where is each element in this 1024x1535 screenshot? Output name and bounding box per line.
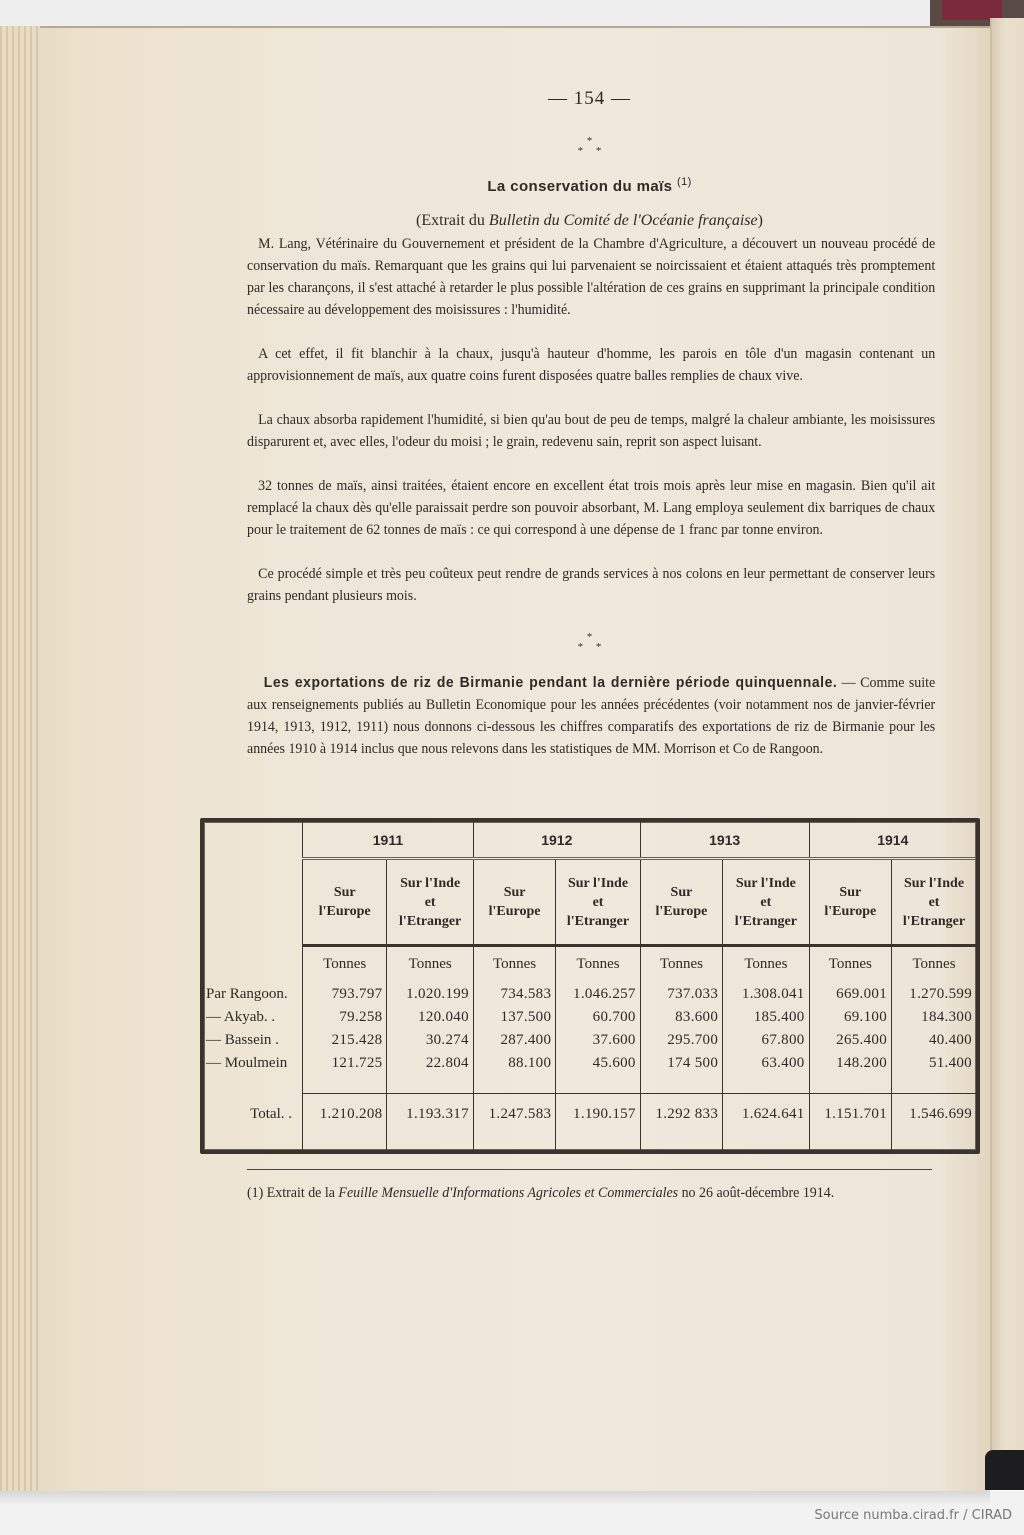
unit-header-row xyxy=(204,945,976,982)
footnote-ref: (1) xyxy=(677,176,692,188)
col-header-europe: Sur l'Europe xyxy=(473,859,555,945)
table-bottom-padding xyxy=(204,1135,976,1150)
unit-label: Tonnes xyxy=(303,945,387,982)
unit-label: Tonnes xyxy=(892,945,976,982)
paragraph: 32 tonnes de maïs, ainsi traitées, étaient encore en excellent état trois mois après leur mise en magasin. Bien qu'il ait remplacé la chaux dès qu'elle paraissait perdre son pouvoir absorbant, M. Lang employa seulement dix barriques de chaux pour le traitement de 62 tonnes de maïs : ce qui correspond à une dépense de 1 franc par tonne environ. xyxy=(247,478,936,538)
row-label: — Bassein . xyxy=(206,1031,279,1048)
page-stack-edge xyxy=(0,26,40,1491)
col-header-europe: Sur l'Europe xyxy=(809,859,891,945)
article-source: (Extrait du Bulletin du Comité de l'Océanie française) xyxy=(416,212,763,229)
footnote-divider xyxy=(247,1169,932,1170)
row-label: — Moulmein xyxy=(206,1054,288,1071)
year-header: 1914 xyxy=(809,822,976,859)
year-header: 1913 xyxy=(640,822,809,859)
row-label: Par Rangoon. xyxy=(206,985,288,1002)
col-header-inde: Sur l'Inde et l'Etranger xyxy=(556,859,640,945)
unit-label: Tonnes xyxy=(387,945,473,982)
scan-background-top xyxy=(0,0,1024,26)
col-header-europe: Sur l'Europe xyxy=(640,859,722,945)
unit-label: Tonnes xyxy=(723,945,809,982)
article-title-mais: La conservation du maïs $^{(1)}$ xyxy=(487,176,692,195)
table-row: — Moulmein 121.725 22.804 88.100 45.600 174 500 63.400 148.200 51.400 xyxy=(204,1051,976,1074)
col-header-inde: Sur l'Inde et l'Etranger xyxy=(387,859,473,945)
rice-exports-table xyxy=(200,818,980,1154)
unit-label: Tonnes xyxy=(473,945,555,982)
unit-label: Tonnes xyxy=(809,945,891,982)
facing-page-edge xyxy=(990,18,1024,1490)
table-row: — Bassein . 215.428 30.274 287.400 37.600 295.700 67.800 265.400 40.400 xyxy=(204,1028,976,1051)
asterism-divider: * * * xyxy=(577,135,602,157)
year-header: 1912 xyxy=(473,822,640,859)
row-label: — Akyab. . xyxy=(206,1008,276,1025)
total-label: Total. . xyxy=(250,1105,292,1122)
year-header: 1911 xyxy=(303,822,474,859)
table-row: — Akyab. . 79.258 120.040 137.500 60.700 83.600 185.400 69.100 184.300 xyxy=(204,1005,976,1028)
paragraph: La chaux absorba rapidement l'humidité, si bien qu'au bout de peu de temps, malgré la chaleur ambiante, les moisissures disparurent et, avec elles, l'odeur du moisi ; le grain, redevenu sain, reprit son aspect luisant. xyxy=(247,412,936,450)
page-number: — 154 — xyxy=(548,88,631,109)
col-header-inde: Sur l'Inde et l'Etranger xyxy=(723,859,809,945)
article-exportations-riz: Les exportations de riz de Birmanie pendant la dernière période quinquennale. — Comme suite aux renseignements publiés au Bulletin Economique pour les années précédentes (voir notamment nos de janvier-février 1914, 1913, 1912, 1911) nous donnons ci-dessous les chiffres comparatifs des exportations de riz de Birmanie pour les années 1910 à 1914 inclus que nous relevons dans les statistiques de MM. Morrison et Co de Rangoon. xyxy=(247,674,936,757)
asterism-divider: * * * xyxy=(577,631,602,653)
col-header-europe: Sur l'Europe xyxy=(303,859,387,945)
footnote: (1) Extrait de la Feuille Mensuelle d'Informations Agricoles et Commerciales no 26 août-décembre 1914. xyxy=(247,1185,835,1201)
paragraph: M. Lang, Vétérinaire du Gouvernement et président de la Chambre d'Agriculture, a découvert un nouveau procédé de conservation du maïs. Remarquant que les grains qui lui parvenaient se noircissaient et étaient attaqués très promptement par les charançons, il s'est attaché à retarder le plus possible l'altération de ces grains en supprimant la principale condition nécessaire au développement des moisissures : l'humidité. xyxy=(247,236,936,318)
unit-label: Tonnes xyxy=(640,945,722,982)
destination-header-row xyxy=(204,859,976,945)
col-header-inde: Sur l'Inde et l'Etranger xyxy=(892,859,976,945)
book-cover-corner xyxy=(985,1450,1024,1490)
sum-separator-row xyxy=(204,1074,976,1093)
footnote-marker: (1) xyxy=(247,1185,264,1201)
source-watermark: Source numba.cirad.fr / CIRAD xyxy=(814,1508,1012,1523)
table-row: Par Rangoon. 793.797 1.020.199 734.583 1.046.257 737.033 1.308.041 669.001 1.270.599 xyxy=(204,982,976,1005)
unit-label: Tonnes xyxy=(556,945,640,982)
year-header-row xyxy=(204,822,976,859)
paragraph: A cet effet, il fit blanchir à la chaux, jusqu'à hauteur d'homme, les parois en tôle d'un magasin contenant un approvisionnement de maïs, aux quatre coins furent disposées quatre balles remplies de chaux vive. xyxy=(247,346,936,384)
data-table xyxy=(204,822,976,1150)
total-row: Total. . 1.210.208 1.193.317 1.247.583 1.190.157 1.292 833 1.624.641 1.151.701 1.546.699 xyxy=(204,1093,976,1135)
paragraph: Ce procédé simple et très peu coûteux peut rendre de grands services à nos colons en leur permettant de conserver leurs grains pendant plusieurs mois. xyxy=(247,566,936,604)
article-title-riz: Les exportations de riz de Birmanie pendant la dernière période quinquennale. xyxy=(263,674,838,691)
